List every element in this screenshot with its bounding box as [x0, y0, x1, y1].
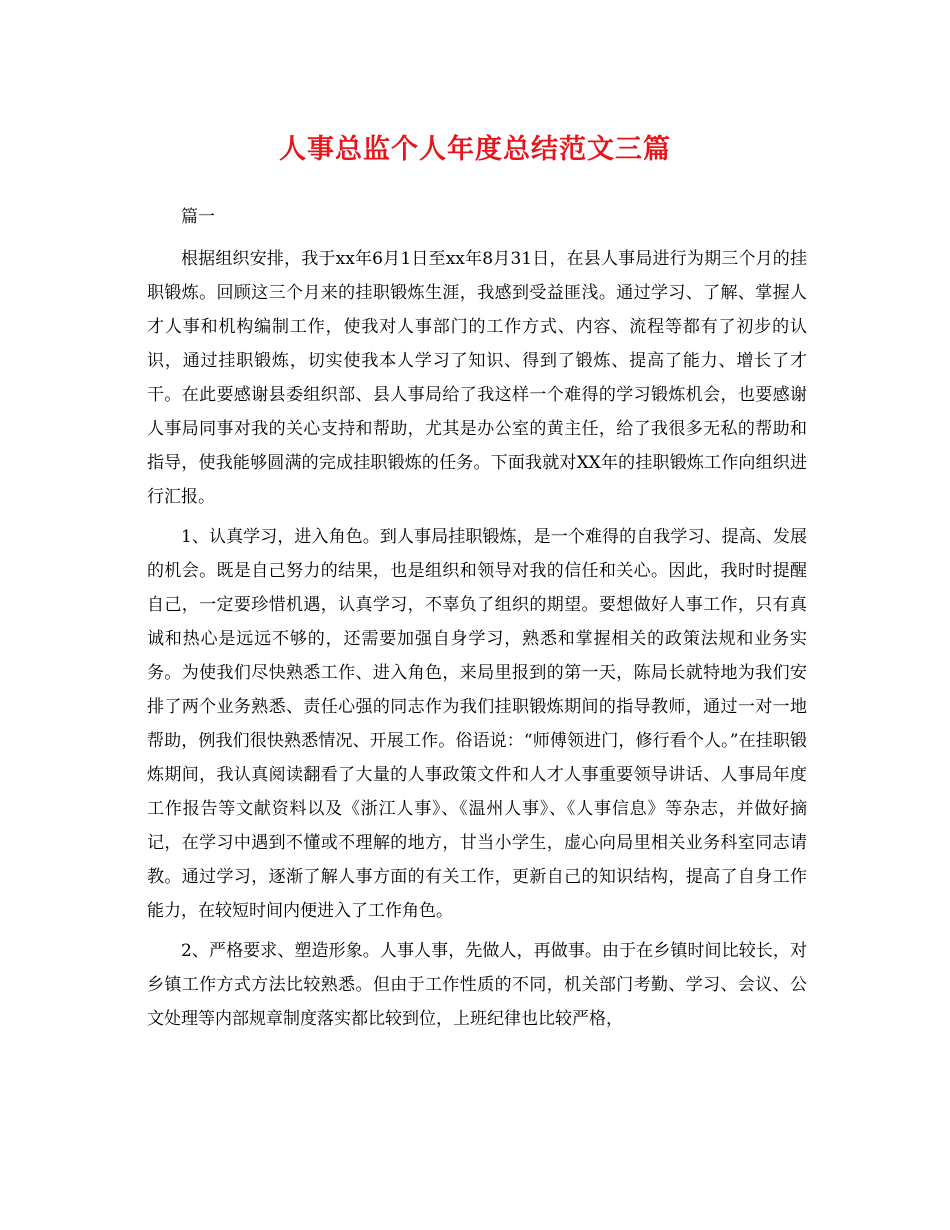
section-label: 篇一 — [181, 207, 215, 227]
document-body — [147, 200, 807, 1042]
document-title: 人事总监个人年度总结范文三篇 — [279, 134, 671, 165]
paragraph-study: 1、认真学习，进入角色。到人事局挂职锻炼，是一个难得的自我学习、提高、发展的机会。既是自己努力的结果，也是组织和领导对我的信任和关心。因此，我时时提醒自己，一定要珍惜机遇，认真学习，不辜负了组织的期望。要想做好人事工作，只有真诚和热心是远远不够的，还需要加强自身学习，熟悉和掌握相关的政策法规和业务实务。为使我们尽快熟悉工作、进入角色，来局里报到的第一天，陈局长就特地为我们安排了两个业务熟悉、责任心强的同志作为我们挂职锻炼期间的指导教师，通过一对一地帮助，例我们很快熟悉情况、开展工作。俗语说：“师傅领进门，修行看个人。”在挂职锻炼期间，我认真阅读翻看了大量的人事政策文件和人才人事重要领导讲话、人事局年度工作报告等文献资料以及《浙江人事》、《温州人事》、《人事信息》等杂志，并做好摘记，在学习中遇到不懂或不理解的地方，甘当小学生，虚心向局里相关业务科室同志请教。通过学习，逐渐了解人事方面的有关工作，更新自己的知识结构，提高了自身工作能力，在较短时间内便进入了工作角色。 — [147, 527, 807, 921]
paragraph-image: 2、严格要求、塑造形象。人事人事，先做人，再做事。由于在乡镇时间比较长，对乡镇工作方式方法比较熟悉。但由于工作性质的不同，机关部门考勤、学习、会议、公文处理等内部规章制度落实都比较到位，上班纪律也比较严格， — [147, 941, 807, 1029]
paragraph-intro: 根据组织安排，我于xx年6月1日至xx年8月31日，在县人事局进行为期三个月的挂职锻炼。回顾这三个月来的挂职锻炼生涯，我感到受益匪浅。通过学习、了解、掌握人才人事和机构编制工作，使我对人事部门的工作方式、内容、流程等都有了初步的认识，通过挂职锻炼，切实使我本人学习了知识、得到了锻炼、提高了能力、增长了才干。在此要感谢县委组织部、县人事局给了我这样一个难得的学习锻炼机会，也要感谢人事局同事对我的关心支持和帮助，尤其是办公室的黄主任，给了我很多无私的帮助和指导，使我能够圆满的完成挂职锻炼的任务。下面我就对XX年的挂职锻炼工作向组织进行汇报。 — [147, 249, 807, 507]
